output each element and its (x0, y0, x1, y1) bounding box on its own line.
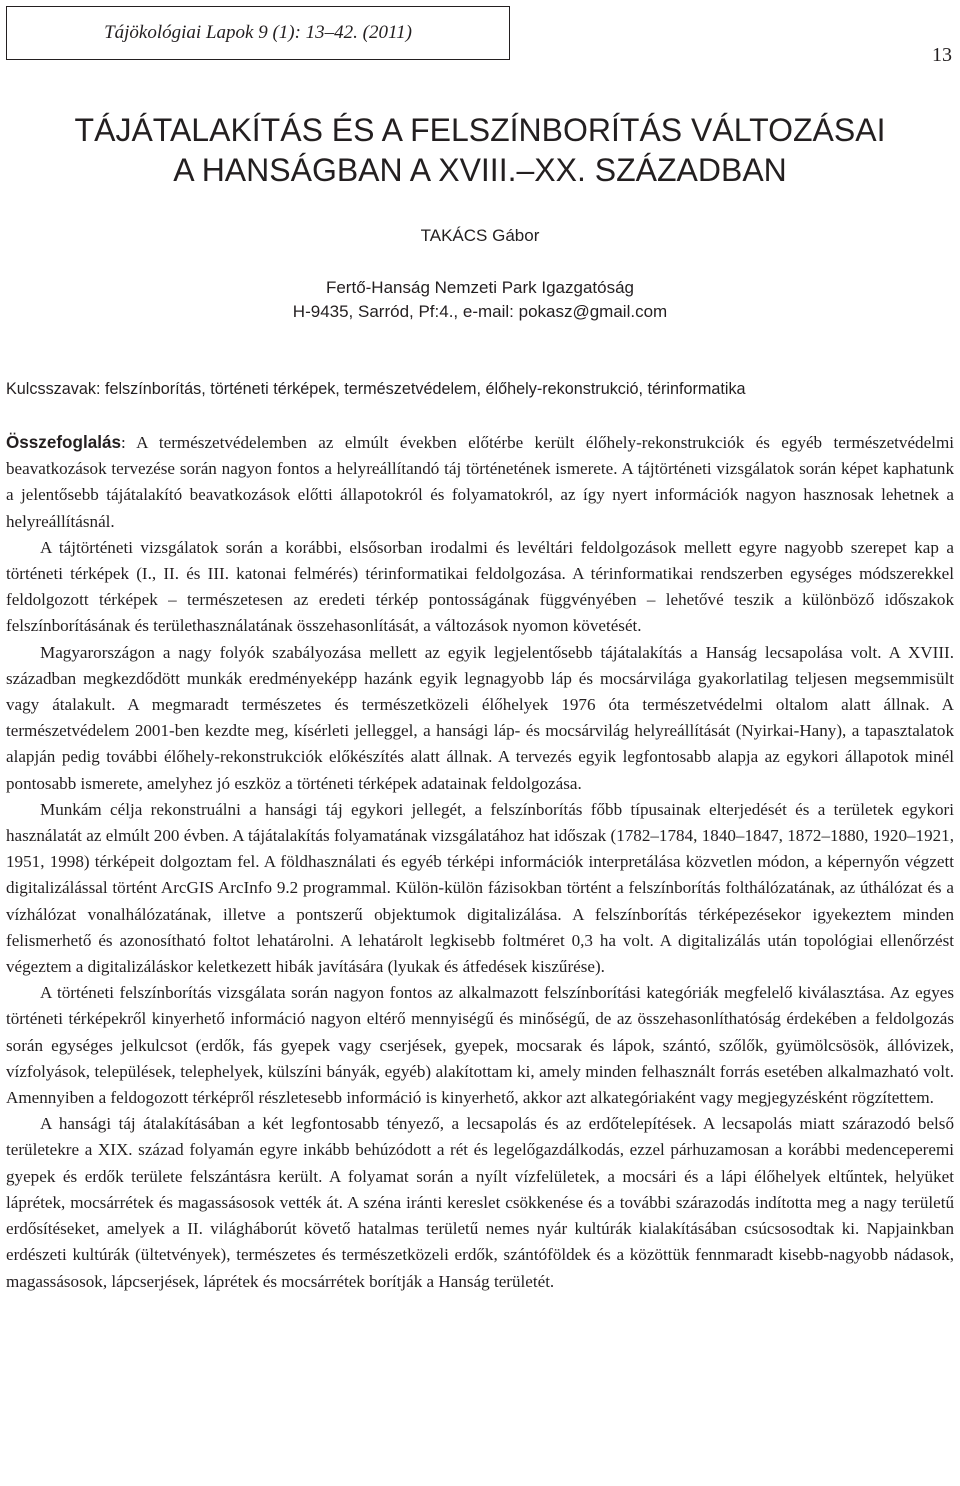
abstract-paragraph-1 (6, 430, 954, 535)
affiliation (0, 276, 960, 324)
page-number: 13 (932, 44, 952, 66)
abstract-label: Összefoglalás (6, 433, 121, 452)
journal-reference: Tájökológiai Lapok 9 (1): 13–42. (2011) (104, 22, 412, 43)
abstract-paragraph-6: A hansági táj átalakításában a két legfontosabb tényező, a lecsapolás és az erdőtelepítések. A lecsapolás miatt szárazodó belső területekre a XIX. század folyamán egyre inkább behúzódott a rét és legelőgazdálkodás, ezzel párhuzamosan a korábbi medenceperemi gyepek és erdők területe felszántásra került. A folyamat során a nyílt vízfelületek, a mocsári és a lápi élőhelyek eltűntek, helyüket láprétek, mocsárrétek és magassásosok vették át. A széna iránti kereslet csökkenése és a további szárazodás indította meg a nagy területű erdősítéseket, amelyek a II. világháborút követő hatalmas területű nemes nyár kultúrák kialakításában csúcsosodtak ki. Napjainkban erdészeti kultúrák (ültetvények), természetes és természetközeli erdők, szántóföldek és a közöttük fennmaradt kisebb-nagyobb nádasok, magassásosok, lápcserjések, láprétek és mocsárrétek borítják a Hanság területét. (6, 1114, 954, 1291)
article-title (0, 110, 960, 190)
author-name: TAKÁCS Gábor (420, 226, 540, 245)
affiliation-address: H-9435, Sarród, Pf:4., e-mail: pokasz@gmail.com (292, 302, 668, 321)
affiliation-institution: Fertő-Hanság Nemzeti Park Igazgatóság (325, 278, 635, 297)
journal-reference-box (6, 6, 510, 60)
abstract-paragraph-2: A tájtörténeti vizsgálatok során a korábbi, elsősorban irodalmi és levéltári feldolgozások mellett egyre nagyobb szerepet kap a történeti térképek (I., II. és III. katonai felmérés) térinformatikai feldolgozása. A térinformatikai rendszerben egységes módszerekkel feldolgozott térképek – természetesen az eredeti térkép pontosságának függvényében – lehetővé teszik a különböző időszakok felszínborításának és területhasználatának összehasonlítását, a változások nyomon követését. (6, 537, 954, 636)
abstract-paragraph-3: Magyarországon a nagy folyók szabályozása mellett az egyik legjelentősebb tájátalakítás a Hanság lecsapolása volt. A XVIII. században megkezdődött munkák eredményeképp hazánk egyik legnagyobb láp és mocsárvilága gyakorlatilag teljesen megsemmisült vagy átalakult. A megmaradt természetes és természetközeli élőhelyek 1976 óta természetvédelmi oltalom alatt állnak. A természetvédelem 2001-ben kezdte meg, kísérleti jelleggel, a hansági láp- és mocsárvilág helyreállítását (Nyirkai-Hany), a tapasztalatok alapján pedig további élőhely-rekonstrukciók előkészítés alatt állnak. A tervezés egyik legfontosabb alapja az egykori állapotok minél pontosabb ismerete, amelyhez jó eszköz a történeti térképek adatainak feldolgozása. (6, 642, 954, 793)
abstract-intro: : A természetvédelemben az elmúlt években előtérbe került élőhely-rekonstrukciók és egyéb természetvédelmi beavatkozások tervezése során nagyon fontos a helyreállítandó táj történetének ismerete. A tájtörténeti vizsgálatok során képet kaphatunk a jelentősebb tájátalakító beavatkozások előtti állapotokról és folyamatokról, az így nyert információk nagyon hasznosak lehetnek a helyreállításnál. (6, 433, 954, 531)
abstract-paragraph-4: Munkám célja rekonstruálni a hansági táj egykori jellegét, a felszínborítás főbb típusainak elterjedését és a területek egykori használatát az elmúlt 200 évben. A tájátalakítás folyamatának vizsgálatához hat időszak (1782–1784, 1840–1847, 1872–1880, 1920–1921, 1951, 1998) térképeit dolgoztam fel. A földhasználati és egyéb térképi információk interpretálása közvetlen módon, a képernyőn végzett digitalizálással történt ArcGIS ArcInfo 9.2 programmal. Külön-külön fázisokban történt a felszínborítás folthálózatának, az úthálózat és a vízhálózat vonalhálózatának, illetve a pontszerű objektumok digitalizálása. A felszínborítás térképezésekor igyekeztem minden felismerhető és azonosítható foltot lehatárolni. A lehatárolt legkisebb foltméret 0,3 ha volt. A digitalizálás után topológiai ellenőrzést végeztem a digitalizáláskor keletkezett hibák javítására (lyukak és átfedések kiszűrése). (6, 799, 954, 977)
abstract-body (6, 430, 954, 1295)
title-line-2: A HANSÁGBAN A XVIII.–XX. SZÁZADBAN (173, 152, 787, 188)
abstract-paragraph-5: A történeti felszínborítás vizsgálata során nagyon fontos az alkalmazott felszínborítási kategóriák megfelelő kiválasztása. Az egyes történeti térképekről kinyerhető információ nagyon eltérő mennyiségű és minőségű, de az összehasonlíthatóság érdekében a feldolgozás során egységes jelkulcsot (erdők, fás gyepek vagy cserjések, gyepek, mocsarak és lápok, szántó, szőlők, gyümölcsösök, állóvizek, vízfolyások, települések, telephelyek, külszíni bányák, egyéb) alakítottam ki, amely minden felhasznált forrás esetében alkalmazható volt. Amennyiben a feldogozott térképről részletesebb információ is kinyerhető, akkor azt alkategóriaként vagy megjegyzésként rögzítettem. (6, 983, 954, 1108)
keywords: Kulcsszavak: felszínborítás, történeti térképek, természetvédelem, élőhely-rekonstrukció, térinformatika (6, 380, 746, 398)
title-line-1: TÁJÁTALAKÍTÁS ÉS A FELSZÍNBORÍTÁS VÁLTOZÁSAI (74, 112, 886, 148)
